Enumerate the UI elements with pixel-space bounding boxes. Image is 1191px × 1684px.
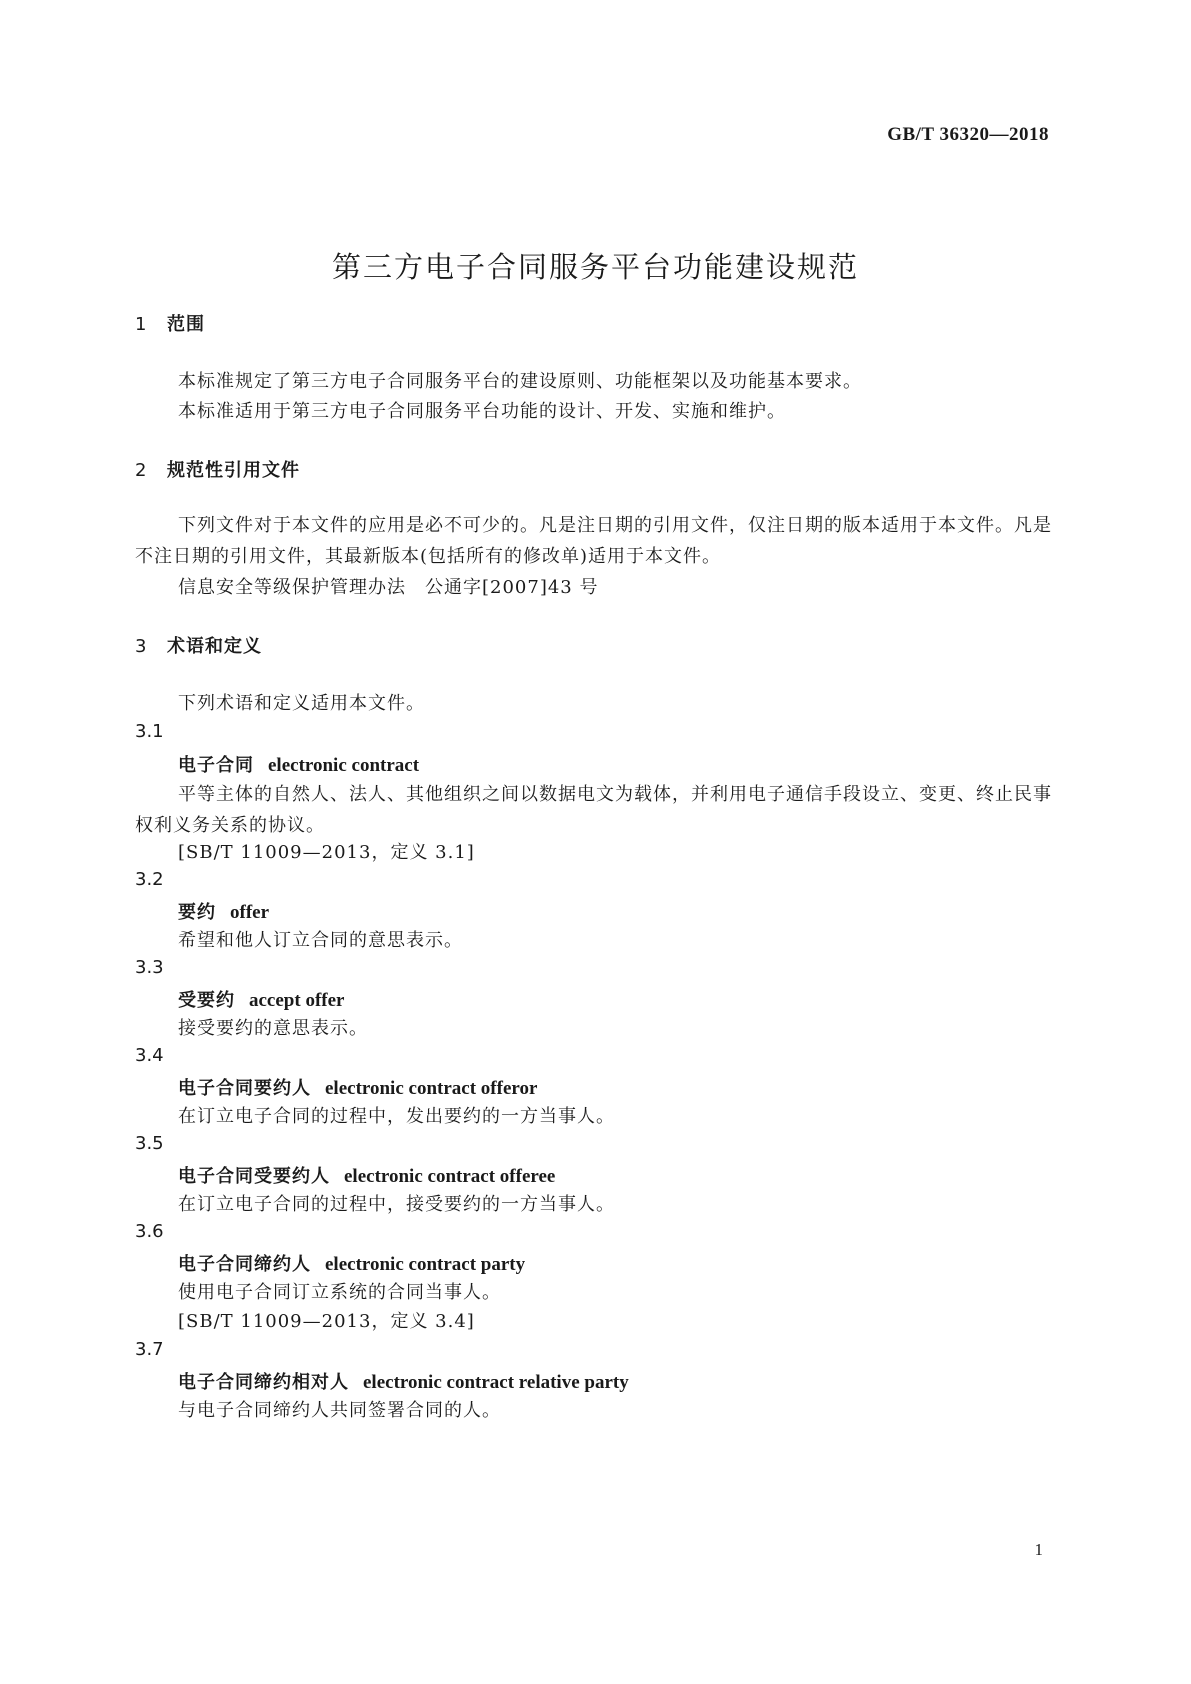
term-en: electronic contract bbox=[268, 755, 420, 776]
section-heading-scope bbox=[135, 310, 205, 336]
term-en: electronic contract offeror bbox=[325, 1078, 538, 1099]
term-en: electronic contract relative party bbox=[363, 1372, 629, 1393]
section-number: 2 bbox=[135, 460, 148, 481]
terms-intro: 下列术语和定义适用本文件。 bbox=[178, 693, 425, 714]
term-source: [SB/T 11009—2013，定义 3.4] bbox=[178, 1311, 475, 1332]
term-number: 3.7 bbox=[135, 1339, 164, 1360]
term-source: [SB/T 11009—2013，定义 3.1] bbox=[178, 842, 475, 863]
section-heading-terms bbox=[135, 632, 262, 658]
page-number: 1 bbox=[1034, 1540, 1043, 1559]
term-definition: 在订立电子合同的过程中，发出要约的一方当事人。 bbox=[178, 1106, 615, 1127]
term-zh: 受要约 bbox=[178, 990, 235, 1011]
section-number: 3 bbox=[135, 636, 148, 657]
term-heading bbox=[178, 1250, 525, 1276]
term-number: 3.2 bbox=[135, 869, 164, 890]
term-zh: 电子合同缔约人 bbox=[178, 1254, 311, 1275]
term-en: electronic contract party bbox=[325, 1254, 526, 1275]
term-definition: 接受要约的意思表示。 bbox=[178, 1018, 368, 1039]
term-zh: 电子合同缔约相对人 bbox=[178, 1372, 349, 1393]
term-definition: 与电子合同缔约人共同签署合同的人。 bbox=[178, 1400, 501, 1421]
scope-paragraph-1: 本标准规定了第三方电子合同服务平台的建设原则、功能框架以及功能基本要求。 bbox=[178, 371, 862, 392]
section-heading-references bbox=[135, 456, 300, 482]
term-en: electronic contract offeree bbox=[344, 1166, 556, 1187]
term-heading bbox=[178, 1368, 629, 1394]
reference-item: 信息安全等级保护管理办法 公通字[2007]43 号 bbox=[178, 577, 599, 598]
term-heading bbox=[178, 898, 269, 924]
scope-paragraph-2: 本标准适用于第三方电子合同服务平台功能的设计、开发、实施和维护。 bbox=[178, 401, 786, 422]
section-number: 1 bbox=[135, 314, 148, 335]
term-number: 3.4 bbox=[135, 1045, 164, 1066]
term-en: offer bbox=[230, 902, 270, 923]
document-title: 第三方电子合同服务平台功能建设规范 bbox=[331, 250, 859, 285]
term-definition: 平等主体的自然人、法人、其他组织之间以数据电文为载体，并利用电子通信手段设立、变更、终止民事权利义务关系的协议。 bbox=[135, 784, 1052, 836]
term-number: 3.3 bbox=[135, 957, 164, 978]
term-zh: 电子合同要约人 bbox=[178, 1078, 311, 1099]
term-heading bbox=[178, 1162, 555, 1188]
term-zh: 要约 bbox=[178, 902, 216, 923]
term-en: accept offer bbox=[249, 990, 345, 1011]
term-definition: 使用电子合同订立系统的合同当事人。 bbox=[178, 1282, 501, 1303]
term-heading bbox=[178, 751, 419, 777]
term-number: 3.1 bbox=[135, 721, 164, 742]
term-definition: 希望和他人订立合同的意思表示。 bbox=[178, 930, 463, 951]
term-zh: 电子合同受要约人 bbox=[178, 1166, 330, 1187]
section-title: 术语和定义 bbox=[167, 636, 262, 657]
term-heading bbox=[178, 1074, 537, 1100]
term-definition: 在订立电子合同的过程中，接受要约的一方当事人。 bbox=[178, 1194, 615, 1215]
standard-code: GB/T 36320—2018 bbox=[887, 124, 1049, 145]
section-title: 规范性引用文件 bbox=[167, 460, 300, 481]
term-number: 3.5 bbox=[135, 1133, 164, 1154]
term-zh: 电子合同 bbox=[178, 755, 254, 776]
term-number: 3.6 bbox=[135, 1221, 164, 1242]
section-title: 范围 bbox=[167, 314, 205, 335]
term-heading bbox=[178, 986, 344, 1012]
references-paragraph: 下列文件对于本文件的应用是必不可少的。凡是注日期的引用文件，仅注日期的版本适用于本文件。凡是不注日期的引用文件，其最新版本(包括所有的修改单)适用于本文件。 bbox=[135, 515, 1052, 567]
